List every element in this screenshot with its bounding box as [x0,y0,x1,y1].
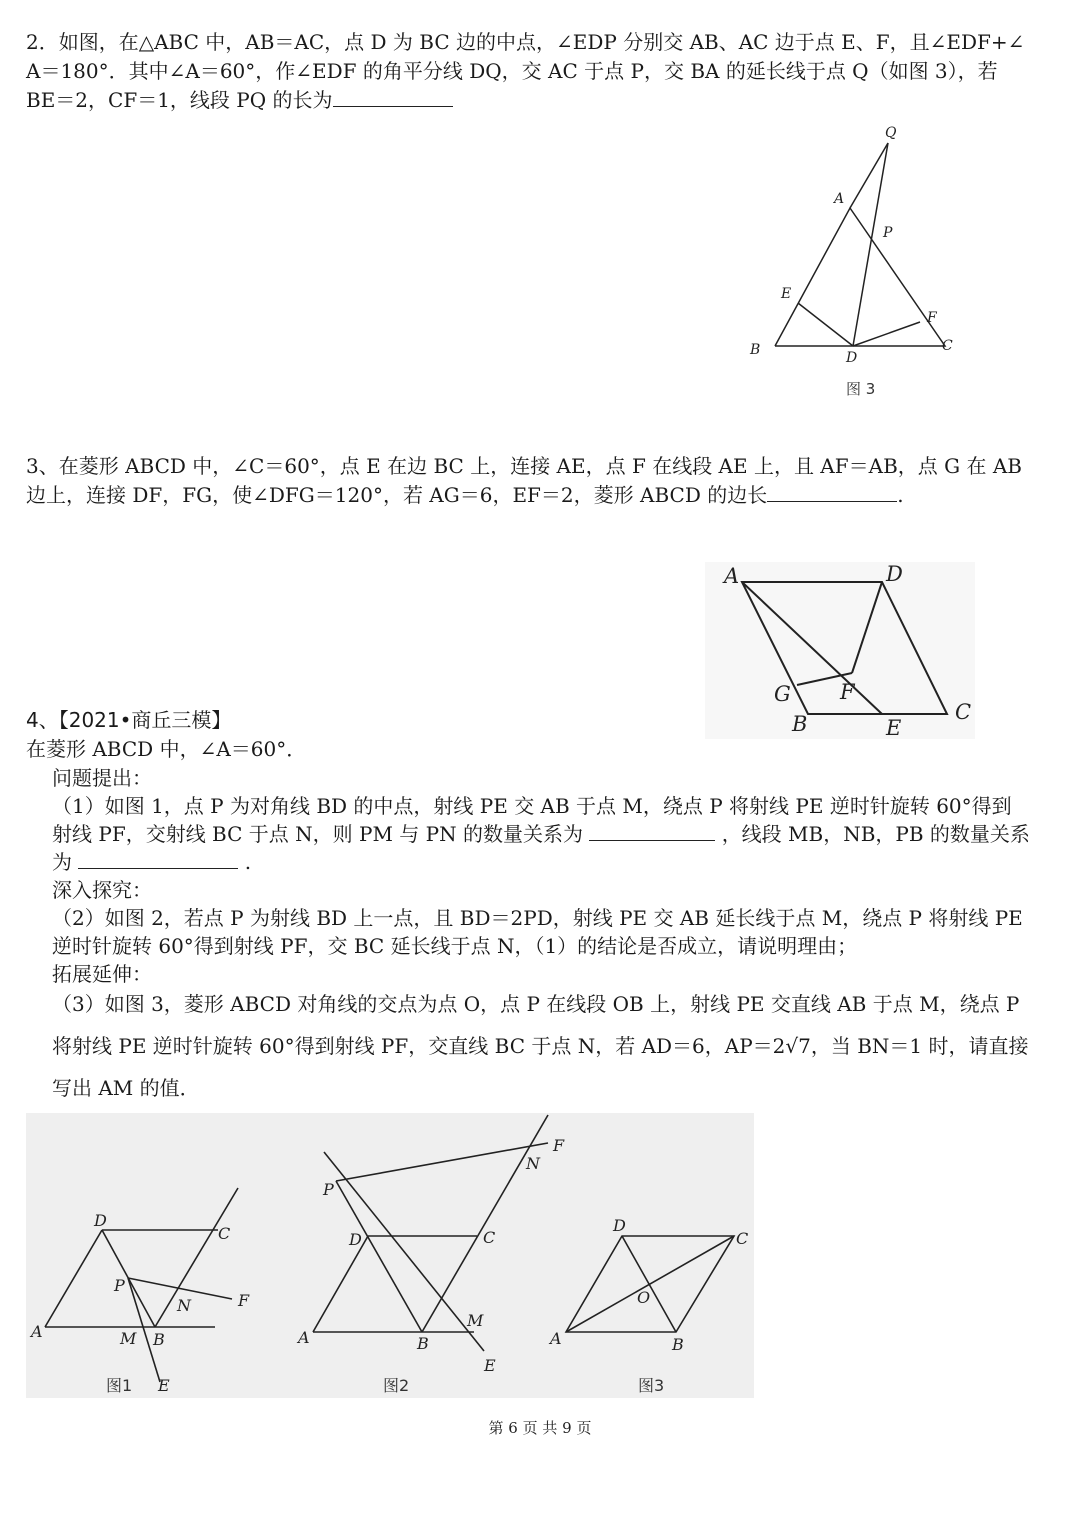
q4-fig3-caption: 图3 [638,1376,665,1395]
q4-fig2-label-D: D [349,1230,362,1249]
q4-part2-line-1: （2）如图 2，若点 P 为射线 BD 上一点，且 BD＝2PD，射线 PE 交 AB 延长线于点 M，绕点 P 将射线 PE [52,906,1023,930]
q4-title: 4、【2021•商丘三模】 [26,708,232,732]
page-footer: 第 6 页 共 9 页 [488,1419,592,1437]
q3-label-D: D [886,562,903,586]
q4-fig2-label-B: B [417,1334,429,1353]
q4-fig3-label-A: A [550,1329,562,1348]
q4-part2-line-2: 逆时针旋转 60°得到射线 PF，交 BC 延长线于点 N，（1）的结论是否成立，请说明理由； [52,934,858,958]
q4-fig2-label-A: A [298,1328,310,1347]
q2-figure-caption: 图 3 [846,380,876,398]
q3-label-E: E [886,716,902,740]
q4-fig3-label-O: O [637,1288,651,1307]
q4-intro: 在菱形 ABCD 中，∠A＝60°． [26,737,307,761]
q3-label-A: A [724,564,740,588]
q4-heading-1: 问题提出： [52,766,152,790]
q2-label-P: P [883,225,893,241]
q4-part1-line-2b: ，线段 MB，NB，PB 的数量关系 [721,822,1030,846]
q4-figures-background [26,1113,754,1398]
q4-fig1-label-B: B [153,1330,165,1349]
q2-figure [775,143,945,346]
q2-line-2: A＝180°．其中∠A＝60°，作∠EDF 的角平分线 DQ，交 AC 于点 P，交 BA 的延长线于点 Q（如图 3），若 [26,59,998,83]
q2-line-3-text: BE＝2，CF＝1，线段 PQ 的长为 [26,88,333,112]
q4-fig1-caption: 图1 [106,1376,133,1395]
q4-part1-line-1: （1）如图 1，点 P 为对角线 BD 的中点，射线 PE 交 AB 于点 M，绕点 P 将射线 PE 逆时针旋转 60°得到 [52,794,1012,818]
q2-label-A: A [834,191,845,207]
q4-fig3-label-D: D [613,1216,626,1235]
q3-line-2-text: 边上，连接 DF，FG，使∠DFG＝120°，若 AG＝6，EF＝2，菱形 ABCD 的边长 [26,483,768,507]
q3-label-F: F [840,680,855,704]
q2-label-C: C [942,338,953,354]
q3-label-G: G [774,682,791,706]
q2-label-D: D [846,350,858,366]
q4-part3-line-1: （3）如图 3，菱形 ABCD 对角线的交点为点 O，点 P 在线段 OB 上，射线 PE 交直线 AB 于点 M，绕点 P [52,992,1020,1016]
q4-fig2-label-N: N [526,1154,540,1173]
q3-label-C: C [955,700,972,724]
q4-fig2-label-P: P [323,1180,334,1199]
q3-label-B: B [792,712,808,736]
q4-part1-line-3a: 为 [52,850,72,874]
q2-label-Q: Q [885,125,897,141]
q4-fig1-label-D: D [94,1211,107,1230]
q4-fig2-label-M: M [467,1311,484,1330]
q4-fig2-label-C: C [483,1228,496,1247]
q4-part3-line-2: 将射线 PE 逆时针旋转 60°得到射线 PF，交直线 BC 于点 N，若 AD＝6，AP＝2√7，当 BN＝1 时，请直接 [52,1034,1029,1058]
q2-line-1: 2．如图，在△ABC 中，AB＝AC，点 D 为 BC 边的中点，∠EDP 分别交 AB、AC 边于点 E、F，且∠EDF+∠ [26,30,1025,54]
q4-fig2-label-E: E [484,1356,496,1375]
q2-label-E: E [781,286,792,302]
q4-fig1-label-N: N [177,1296,191,1315]
q3-line-2-end: . [897,483,904,507]
q4-fig1-label-E: E [158,1376,170,1395]
q4-part1-line-3b: . [244,850,252,874]
q4-fig1-label-P: P [114,1276,125,1295]
q4-fig1-label-A: A [31,1322,43,1341]
q4-heading-3: 拓展延伸： [52,962,152,986]
q4-fig3-label-C: C [736,1229,749,1248]
q2-label-B: B [750,342,761,358]
q4-fig1-label-C: C [218,1224,231,1243]
q4-heading-2: 深入探究： [52,878,152,902]
q4-fig1-label-F: F [238,1291,250,1310]
q4-part3-line-3: 写出 AM 的值． [52,1076,200,1100]
q3-line-1: 3、在菱形 ABCD 中，∠C＝60°，点 E 在边 BC 上，连接 AE，点 F 在线段 AE 上，且 AF＝AB，点 G 在 AB [26,454,1022,478]
q4-part1-line-2a: 射线 PF，交射线 BC 于点 N，则 PM 与 PN 的数量关系为 [52,822,583,846]
q2-label-F: F [927,310,937,326]
q4-fig2-caption: 图2 [383,1376,410,1395]
q4-fig3-label-B: B [672,1335,684,1354]
q4-fig1-label-M: M [120,1329,137,1348]
q4-fig2-label-F: F [553,1136,565,1155]
